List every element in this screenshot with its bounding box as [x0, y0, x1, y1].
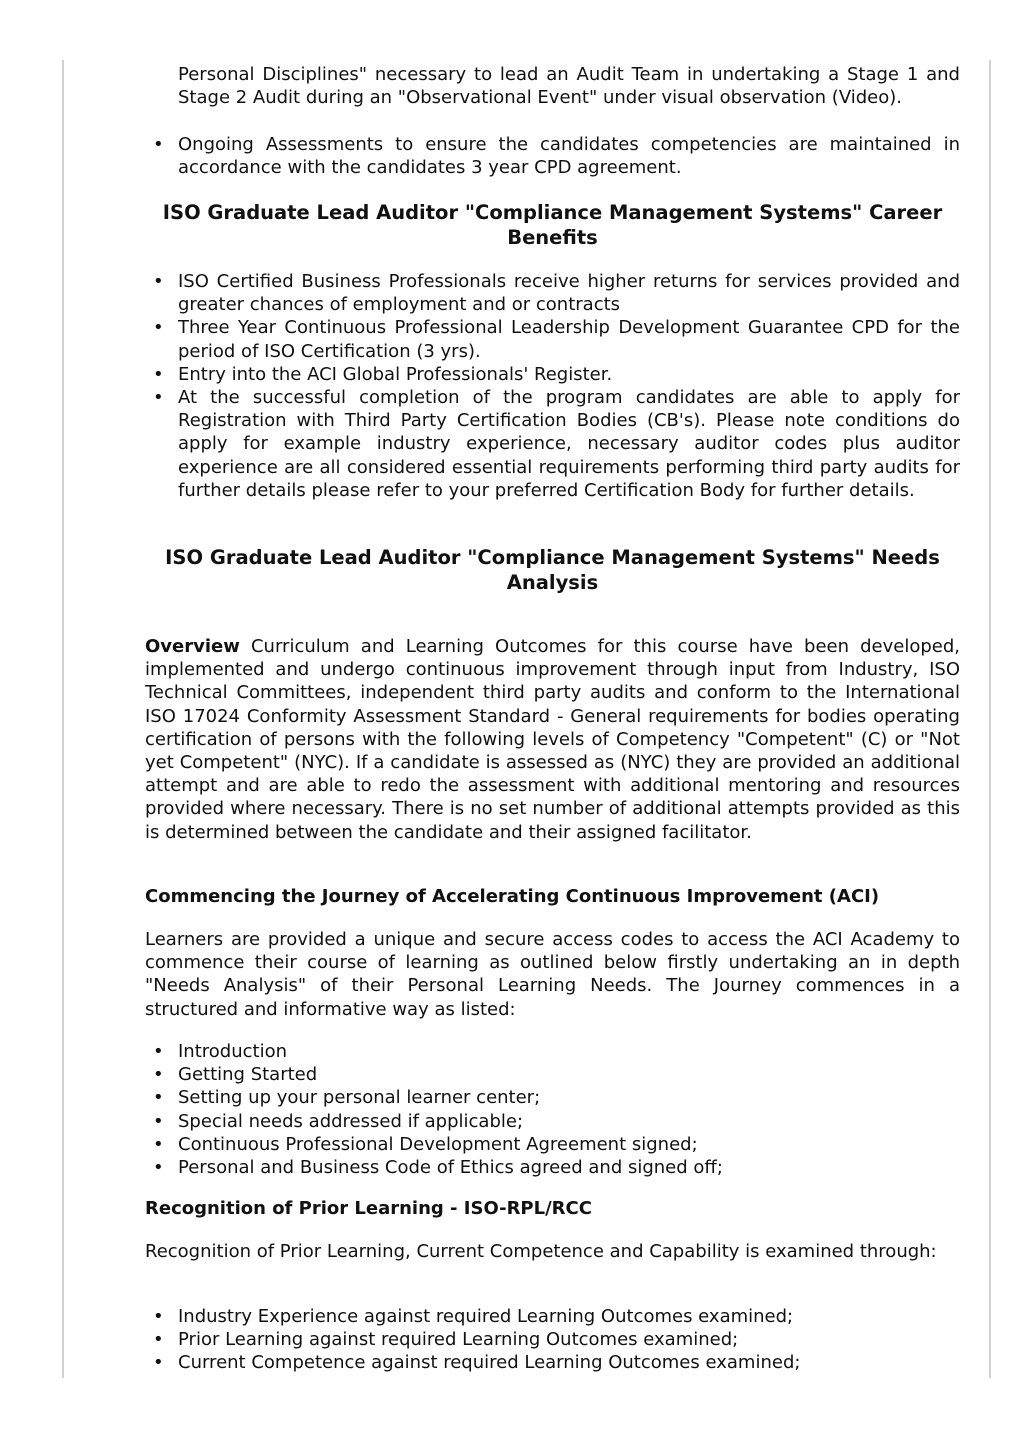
- list-item-text: Introduction: [178, 1041, 288, 1062]
- list-item: [0, 1063, 960, 1086]
- journey-paragraph: Learners are provided a unique and secure access codes to access the ACI Academy to commence their course of learning as outlined below firstly undertaking an in depth "Needs Analysis" of their Personal Learning Needs. The Journey commences in a structured and informative way as listed:: [145, 929, 960, 1020]
- list-item: [0, 1133, 960, 1156]
- list-item: [0, 270, 960, 316]
- needs-analysis-heading: ISO Graduate Lead Auditor "Compliance Management Systems" Needs Analysis: [165, 546, 940, 594]
- list-item-text: Current Competence against required Learning Outcomes examined;: [178, 1352, 801, 1374]
- continued-list-item: Personal Disciplines" necessary to lead an Audit Team in undertaking a Stage 1 and Stage 2 Audit during an "Observational Event" under visual observation (Video).: [178, 64, 960, 109]
- rpl-list: [0, 1305, 960, 1375]
- list-item-text: Continuous Professional Development Agreement signed;: [178, 1133, 698, 1155]
- overview-text: Curriculum and Learning Outcomes for this course have been developed, implemented and undergo continuous improvement through input from Industry, ISO Technical Committees, independent third party audits and conform to the International ISO 17024 Conformity Assessment Standard - General requirements for bodies operating certification of persons with the following levels of Competency "Competent" (C) or "Not yet Competent" (NYC). If a candidate is assessed as (NYC) they are provided an additional attempt and are able to redo the assessment with additional mentoring and resources provided where necessary. There is no set number of additional attempts provided as this is determined between the candidate and their assigned facilitator.: [145, 636, 960, 843]
- list-item: [0, 1040, 960, 1063]
- bullet-icon: •: [153, 134, 164, 155]
- list-item-text: At the successful completion of the program candidates are able to apply for Registration with Third Party Certification Bodies (CB's). Please note conditions do apply for example industry experience, necessary auditor codes plus auditor experience are all considered essential requirements performing third party audits for further details please refer to your preferred Certification Body for further details.: [178, 387, 960, 501]
- list-item-text: Entry into the ACI Global Professionals' Register.: [178, 363, 613, 385]
- list-item: [0, 386, 960, 502]
- list-item: [0, 1156, 960, 1179]
- list-item-text: Getting Started: [178, 1064, 318, 1086]
- bullet-icon: •: [153, 1110, 164, 1132]
- journey-list: [0, 1040, 960, 1179]
- list-item-text: Special needs addressed if applicable;: [178, 1110, 524, 1132]
- bullet-icon: •: [153, 1064, 164, 1086]
- bullet-icon: •: [153, 1306, 164, 1327]
- list-item: [0, 316, 960, 362]
- right-border-rule: [989, 60, 991, 1378]
- bullet-icon: •: [153, 363, 164, 385]
- list-item-text: Three Year Continuous Professional Leadership Development Guarantee CPD for the period of ISO Certification (3 yrs).: [178, 317, 960, 362]
- rpl-heading: Recognition of Prior Learning - ISO-RPL/RCC: [145, 1198, 592, 1219]
- rpl-paragraph: Recognition of Prior Learning, Current Competence and Capability is examined through:: [145, 1241, 937, 1262]
- list-item-text: ISO Certified Business Professionals receive higher returns for services provided and greater chances of employment and or contracts: [178, 271, 960, 316]
- bullet-icon: •: [153, 1352, 164, 1374]
- list-item: [0, 363, 960, 386]
- bullet-icon: •: [153, 1041, 164, 1062]
- list-item: [0, 1110, 960, 1133]
- list-item: [0, 1305, 960, 1328]
- bullet-icon: •: [153, 1087, 164, 1109]
- overview-paragraph: [145, 635, 960, 844]
- bullet-icon: •: [153, 317, 164, 339]
- list-item-text: Personal and Business Code of Ethics agreed and signed off;: [178, 1157, 723, 1179]
- bullet-icon: •: [153, 387, 164, 409]
- bullet-icon: •: [153, 271, 164, 292]
- bullet-icon: •: [153, 1329, 164, 1351]
- list-item: [0, 133, 960, 179]
- list-item: [0, 1351, 960, 1374]
- list-item-text: Industry Experience against required Learning Outcomes examined;: [178, 1306, 794, 1327]
- list-item-text: Setting up your personal learner center;: [178, 1087, 541, 1109]
- journey-heading: Commencing the Journey of Accelerating Continuous Improvement (ACI): [145, 886, 880, 907]
- list-item: [0, 1086, 960, 1109]
- top-bullet-list: [0, 133, 960, 179]
- list-item-text: Prior Learning against required Learning Outcomes examined;: [178, 1329, 739, 1351]
- career-benefits-list: [0, 270, 960, 502]
- overview-label: Overview: [145, 636, 240, 657]
- bullet-icon: •: [153, 1157, 164, 1179]
- bullet-icon: •: [153, 1133, 164, 1155]
- left-border-rule: [62, 60, 64, 1378]
- career-benefits-heading: ISO Graduate Lead Auditor "Compliance Management Systems" Career Benefits: [162, 201, 943, 249]
- list-item: [0, 1328, 960, 1351]
- list-item-text: Ongoing Assessments to ensure the candidates competencies are maintained in accordance with the candidates 3 year CPD agreement.: [178, 134, 960, 179]
